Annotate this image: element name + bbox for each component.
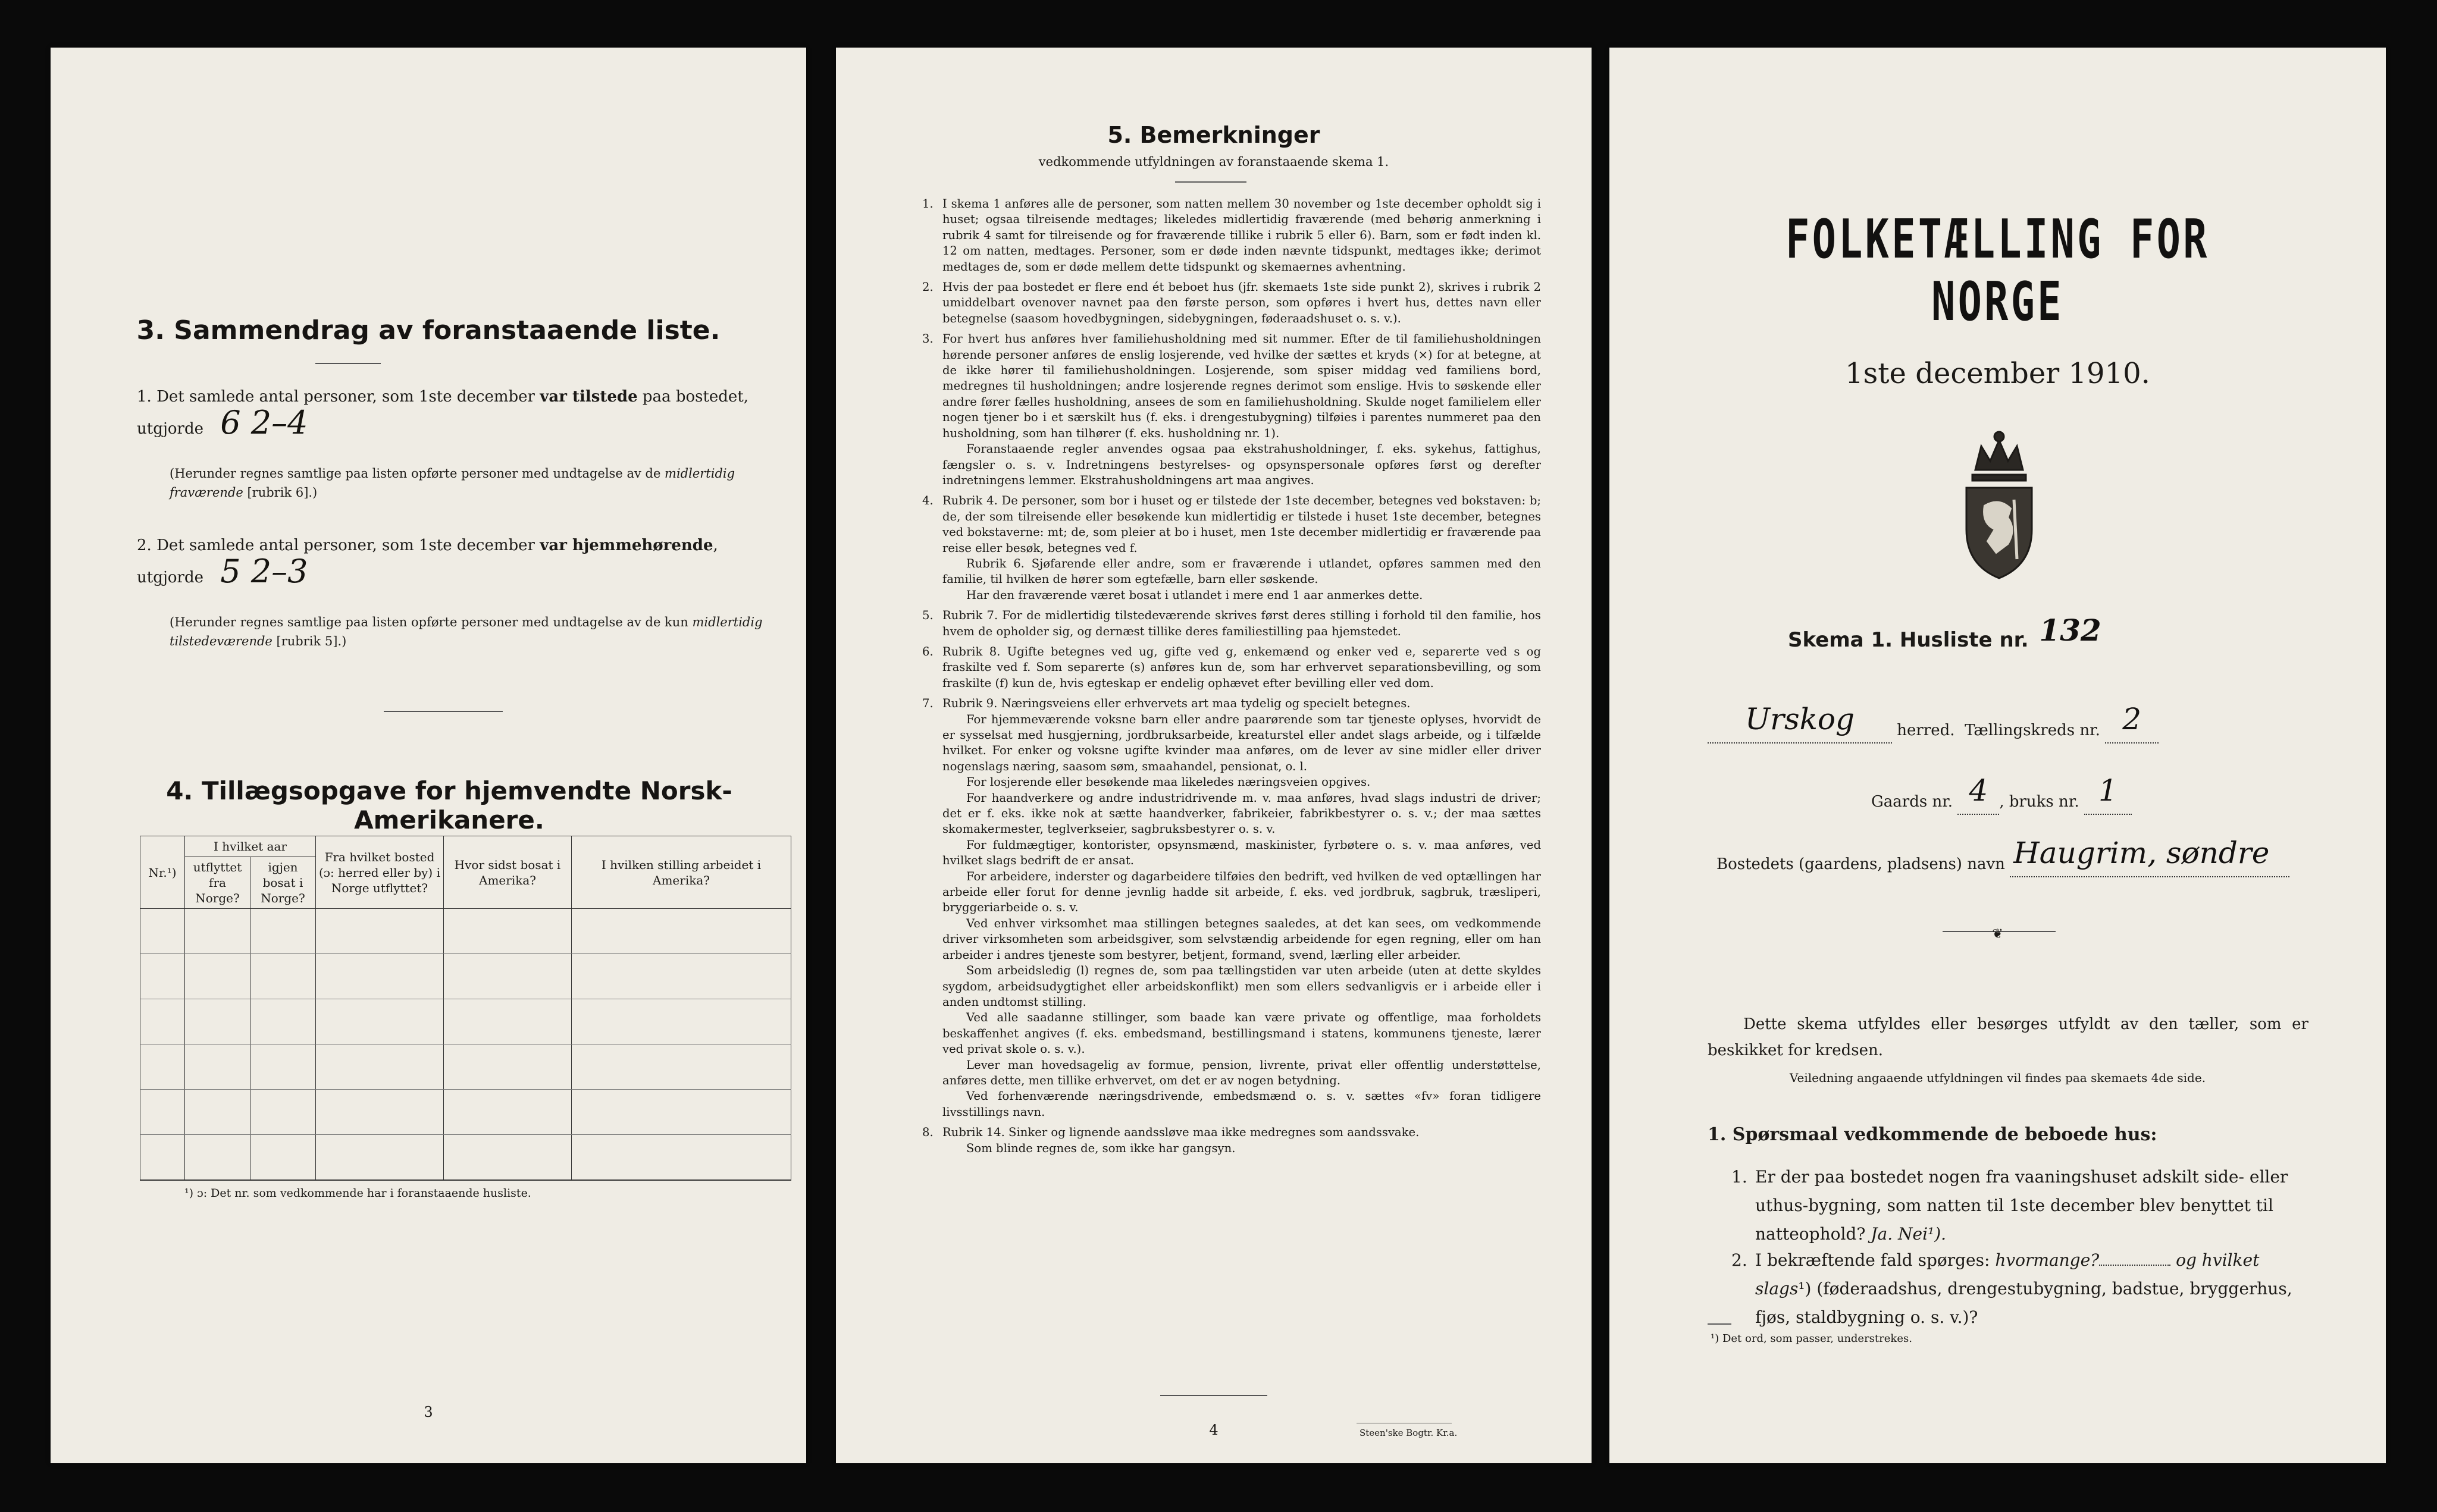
section-3-title: 3. Sammendrag av foranstaaende liste. bbox=[136, 315, 721, 346]
table-row bbox=[140, 1135, 791, 1181]
remark-item: 7. Rubrik 9. Næringsveiens eller erhvervets art maa tydelig og specielt betegnes. For hjemmeværende voksne barn eller andre paarørende som tar tjeneste oplyses, hvorvidt de er sysselsat med husgjerning, jordbruksarbeide, kreaturstel eller andet slags arbeide, og i tilfælde hvilket. For enker og voksne ugifte kvinder maa anføres, om de lever av sine midler eller driver nogenslags næring, saasom søm, smaahandel, pensionat, o. l. For losjerende eller besøkende maa likeledes næringsveien opgives. For haandverkere og andre industridrivende m. v. maa anføres, hvad slags industri de driver; det er f. eks. ikke nok at sætte haandverker, fabrikeier, fabrikbestyrer o. s. v.; der maa sættes skomakermester, teglverkseier, sagbruksbestyrer o. s. v. For fuldmægtiger, kontorister, opsynsmænd, maskinister, fyrbøtere o. s. v. maa anføres, ved hvilket slags bedrift de er ansat. For arbeidere, inderster og dagarbeidere tilføies den bedrift, ved hvilken de ved optællingen har arbeide eller forut for denne jevnlig hadde sit arbeide, f. eks. ved jordbruk, sagbruk, træsliperi, bryggeriarbeide o. s. v. Ved enhver virksomhet maa stillingen betegnes saaledes, at det kan sees, om vedkommende driver virksomheten som arbeidsgiver, som selvstændig arbeidende for egen regning, eller om han arbeider i andres tjeneste som bestyrer, betjent, formand, svend, lærling eller arbeider. Som arbeidsledig (l) regnes de, som paa tællingstiden var uten arbeide (uten at dette skyldes sygdom, arbeidsudygtighet eller arbeidskonflikt) men som ellers sedvanligvis er i arbeide eller i anden undtomst stilling. Ved alle saadanne stillinger, som baade kan være private og offentlige, maa forholdets beskaffenhet angives (f. eks. embedsmand, bestillingsmand i statens, kommunens tjeneste, lærer ved privat skole o. s. v.). Lever man hovedsagelig av formue, pension, livrente, privat eller offentlig understøttelse, anføres dette, men tillike erhvervet, om det er av nogen betydning. Ved forhenværende næringsdrivende, embedsmænd o. s. v. sættes «fv» foran tidligere livsstillings navn. bbox=[922, 697, 1541, 1119]
gaards-value: 4 bbox=[1969, 773, 1988, 808]
col-emigrated: utflyttet fra Norge? bbox=[185, 857, 250, 909]
ornament-icon: ❦ bbox=[1992, 927, 2003, 942]
divider bbox=[384, 711, 503, 712]
herred-value: Urskog bbox=[1744, 702, 1855, 736]
summary-item-2: 2. Det samlede antal personer, som 1ste december var hjemmehørende, utgjorde 5 2–3 bbox=[137, 537, 718, 590]
page-3 bbox=[51, 48, 806, 1463]
remark-item: 3. For hvert hus anføres hver familiehusholdning med sit nummer. Efter de til familiehusholdningen hørende personer anføres de enslig losjerende, ved hvilke der sættes et kryds (×) for at betegne, at de ikke hører til familiehusholdningen. Losjerende, som spiser middag ved familiens bord, medregnes til husholdningen; andre losjerende regnes derimot som enslige. Hvis to søskende eller andre fører fælles husholdning, ansees de som en familiehusholdning. Skulde noget familielem eller nogen tjener bo i et særskilt hus (f. eks. i drengestubygning) tilføies i parentes nummeret paa den husholdning, som han tilhører (f. eks. husholdning nr. 1). Foranstaaende regler anvendes ogsaa paa ekstrahusholdninger, f. eks. sykehus, fattighus, fængsler o. s. v. Indretningens bestyrelses- og opsynspersonale opføres først og derefter indretningens lemmer. Ekstrahusholdningens art maa angives. bbox=[922, 332, 1541, 487]
question-section-title: 1. Spørsmaal vedkommende de beboede hus: bbox=[1708, 1124, 2157, 1145]
instruction-text: Dette skema utfyldes eller besørges utfyldt av den tæller, som er beskikket for kredsen. bbox=[1708, 1015, 2308, 1059]
remarks-subtitle: vedkommende utfyldningen av foranstaaende skema 1. bbox=[1038, 155, 1389, 169]
bruks-value: 1 bbox=[2098, 773, 2118, 808]
col-last-residence: Hvor sidst bosat i Amerika? bbox=[444, 836, 572, 909]
husliste-line: Skema 1. Husliste nr. 132 bbox=[1788, 613, 2101, 652]
remark-item: 2. Hvis der paa bostedet er flere end ét beboet hus (jfr. skemaets 1ste side punkt 2), skrives i rubrik 2 umiddelbart ovenover navnet paa den første person, som opføres i hvert hus, dettes navn eller betegnelse (saasom hovedbygningen, sidebygningen, føderaadshuset o. s. v.). bbox=[922, 280, 1541, 325]
page-4 bbox=[836, 48, 1592, 1463]
page-1 bbox=[1609, 48, 2386, 1463]
divider bbox=[1175, 181, 1246, 183]
divider bbox=[315, 363, 381, 364]
norway-coat-of-arms-icon bbox=[1940, 428, 2059, 583]
page-number: 4 bbox=[1209, 1422, 1218, 1438]
table-row bbox=[140, 999, 791, 1044]
gaards-line: Gaards nr. 4 , bruks nr. 1 bbox=[1871, 779, 2132, 815]
page-number: 3 bbox=[424, 1404, 433, 1420]
remark-item: 5. Rubrik 7. For de midlertidig tilstedeværende skrives først deres stilling i forhold til den familie, hos hvem de opholder sig, og dernæst tillike deres familiestilling paa hjemstedet. bbox=[922, 608, 1541, 638]
remarks-title: 5. Bemerkninger bbox=[1107, 122, 1320, 148]
footnote: ¹) ɔ: Det nr. som vedkommende har i foranstaaende husliste. bbox=[184, 1187, 531, 1200]
instruction-reference: Veiledning angaaende utfyldningen vil findes paa skemaets 4de side. bbox=[1789, 1071, 2206, 1085]
handwritten-present-count: 6 2–4 bbox=[220, 404, 308, 441]
answer-options: Ja. Nei¹). bbox=[1871, 1224, 1947, 1244]
table-row bbox=[140, 954, 791, 999]
remarks-list bbox=[922, 196, 1541, 1161]
col-returned: igjen bosat i Norge? bbox=[250, 857, 316, 909]
summary-note-2: (Herunder regnes samtlige paa listen opførte personer med undtagelse av de kun midlertidig tilstedeværende [rubrik 5].) bbox=[170, 615, 763, 648]
census-date: 1ste december 1910. bbox=[1845, 357, 2150, 390]
census-title: FOLKETÆLLING FOR NORGE bbox=[1786, 208, 2210, 333]
kreds-value: 2 bbox=[2122, 702, 2142, 736]
husliste-number: 132 bbox=[2039, 613, 2101, 648]
col-from-place: Fra hvilket bosted (ɔ: herred eller by) i Norge utflyttet? bbox=[316, 836, 444, 909]
question-1: 1. Er der paa bostedet nogen fra vaaningshuset adskilt side- eller uthus-bygning, som natten til 1ste december blev benyttet til natteophold? Ja. Nei¹). bbox=[1731, 1167, 2288, 1244]
herred-line: Urskog herred. Tællingskreds nr. 2 bbox=[1708, 708, 2159, 744]
divider bbox=[1160, 1395, 1267, 1396]
remark-item: 1. I skema 1 anføres alle de personer, som natten mellem 30 november og 1ste december opholdt sig i huset; ogsaa tilreisende medtages; likeledes midlertidig fraværende (med behørig anmerkning i rubrik 4 samt for tilreisende og for fraværende tillike i rubrik 5 eller 6). Barn, som er født inden kl. 12 om natten, medtages. Personer, som er døde inden nævnte tidspunkt, medtages ikke; derimot medtages de, som er døde mellem dette tidspunkt og skemaernes avhentning. bbox=[922, 197, 1541, 274]
table-row bbox=[140, 1090, 791, 1135]
col-group-year: I hvilket aar bbox=[185, 836, 316, 857]
col-occupation: I hvilken stilling arbeidet i Amerika? bbox=[572, 836, 791, 909]
remark-item: 6. Rubrik 8. Ugifte betegnes ved ug, gifte ved g, enkemænd og enker ved e, separerte ved s og fraskilte ved f. Som separerte (s) anføres kun de, som har erhvervet separationsbevilling, og som fraskilte (f) kun de, hvis egteskap er endelig ophævet efter bevilling eller ved dom. bbox=[922, 644, 1541, 690]
bosted-value: Haugrim, søndre bbox=[2013, 836, 2270, 870]
footnote: ¹) Det ord, som passer, understrekes. bbox=[1711, 1332, 1912, 1345]
remark-item: 8. Rubrik 14. Sinker og lignende aandssløve maa ikke medregnes som aandssvake. Som blinde regnes de, som ikke har gangsyn. bbox=[922, 1125, 1420, 1155]
table-row bbox=[140, 909, 791, 954]
bosted-line: Bostedets (gaardens, pladsens) navn Haugrim, søndre bbox=[1716, 842, 2289, 877]
summary-note-1: (Herunder regnes samtlige paa listen opførte personer med undtagelse av de midlertidig fraværende [rubrik 6].) bbox=[170, 466, 735, 500]
handwritten-resident-count: 5 2–3 bbox=[220, 553, 308, 590]
remark-item: 4. Rubrik 4. De personer, som bor i huset og er tilstede der 1ste december, betegnes ved bokstaven: b; de, der som tilreisende eller besøkende kun midlertidig er tilstede i huset 1ste december, betegnes ved bokstaverne: mt; de, som pleier at bo i huset, men 1ste december midlertidig er fraværende paa reise eller besøk, betegnes ved f. Rubrik 6. Sjøfarende eller andre, som er fraværende i utlandet, opføres sammen med den familie, til hvilken de hører som egtefælle, barn eller søskende. Har den fraværende været bosat i utlandet i mere end 1 aar anmerkes dette. bbox=[922, 494, 1541, 602]
table-row bbox=[140, 1044, 791, 1090]
section-4-title: 4. Tillægsopgave for hjemvendte Norsk-Amerikanere. bbox=[166, 776, 732, 835]
norwegian-american-table bbox=[140, 836, 791, 1181]
divider bbox=[1708, 1323, 1731, 1325]
summary-item-1: 1. Det samlede antal personer, som 1ste december var tilstede paa bostedet, utgjorde 6 2–4 bbox=[137, 388, 749, 441]
question-2: 2. I bekræftende fald spørges: hvormange? og hvilket slags¹) (føderaadshus, drengestubygning, badstue, bryggerhus, fjøs, staldbygning o. s. v.)? bbox=[1731, 1250, 2292, 1327]
col-nr: Nr.¹) bbox=[140, 836, 185, 909]
printer-imprint: Steen'ske Bogtr. Kr.a. bbox=[1360, 1428, 1458, 1438]
